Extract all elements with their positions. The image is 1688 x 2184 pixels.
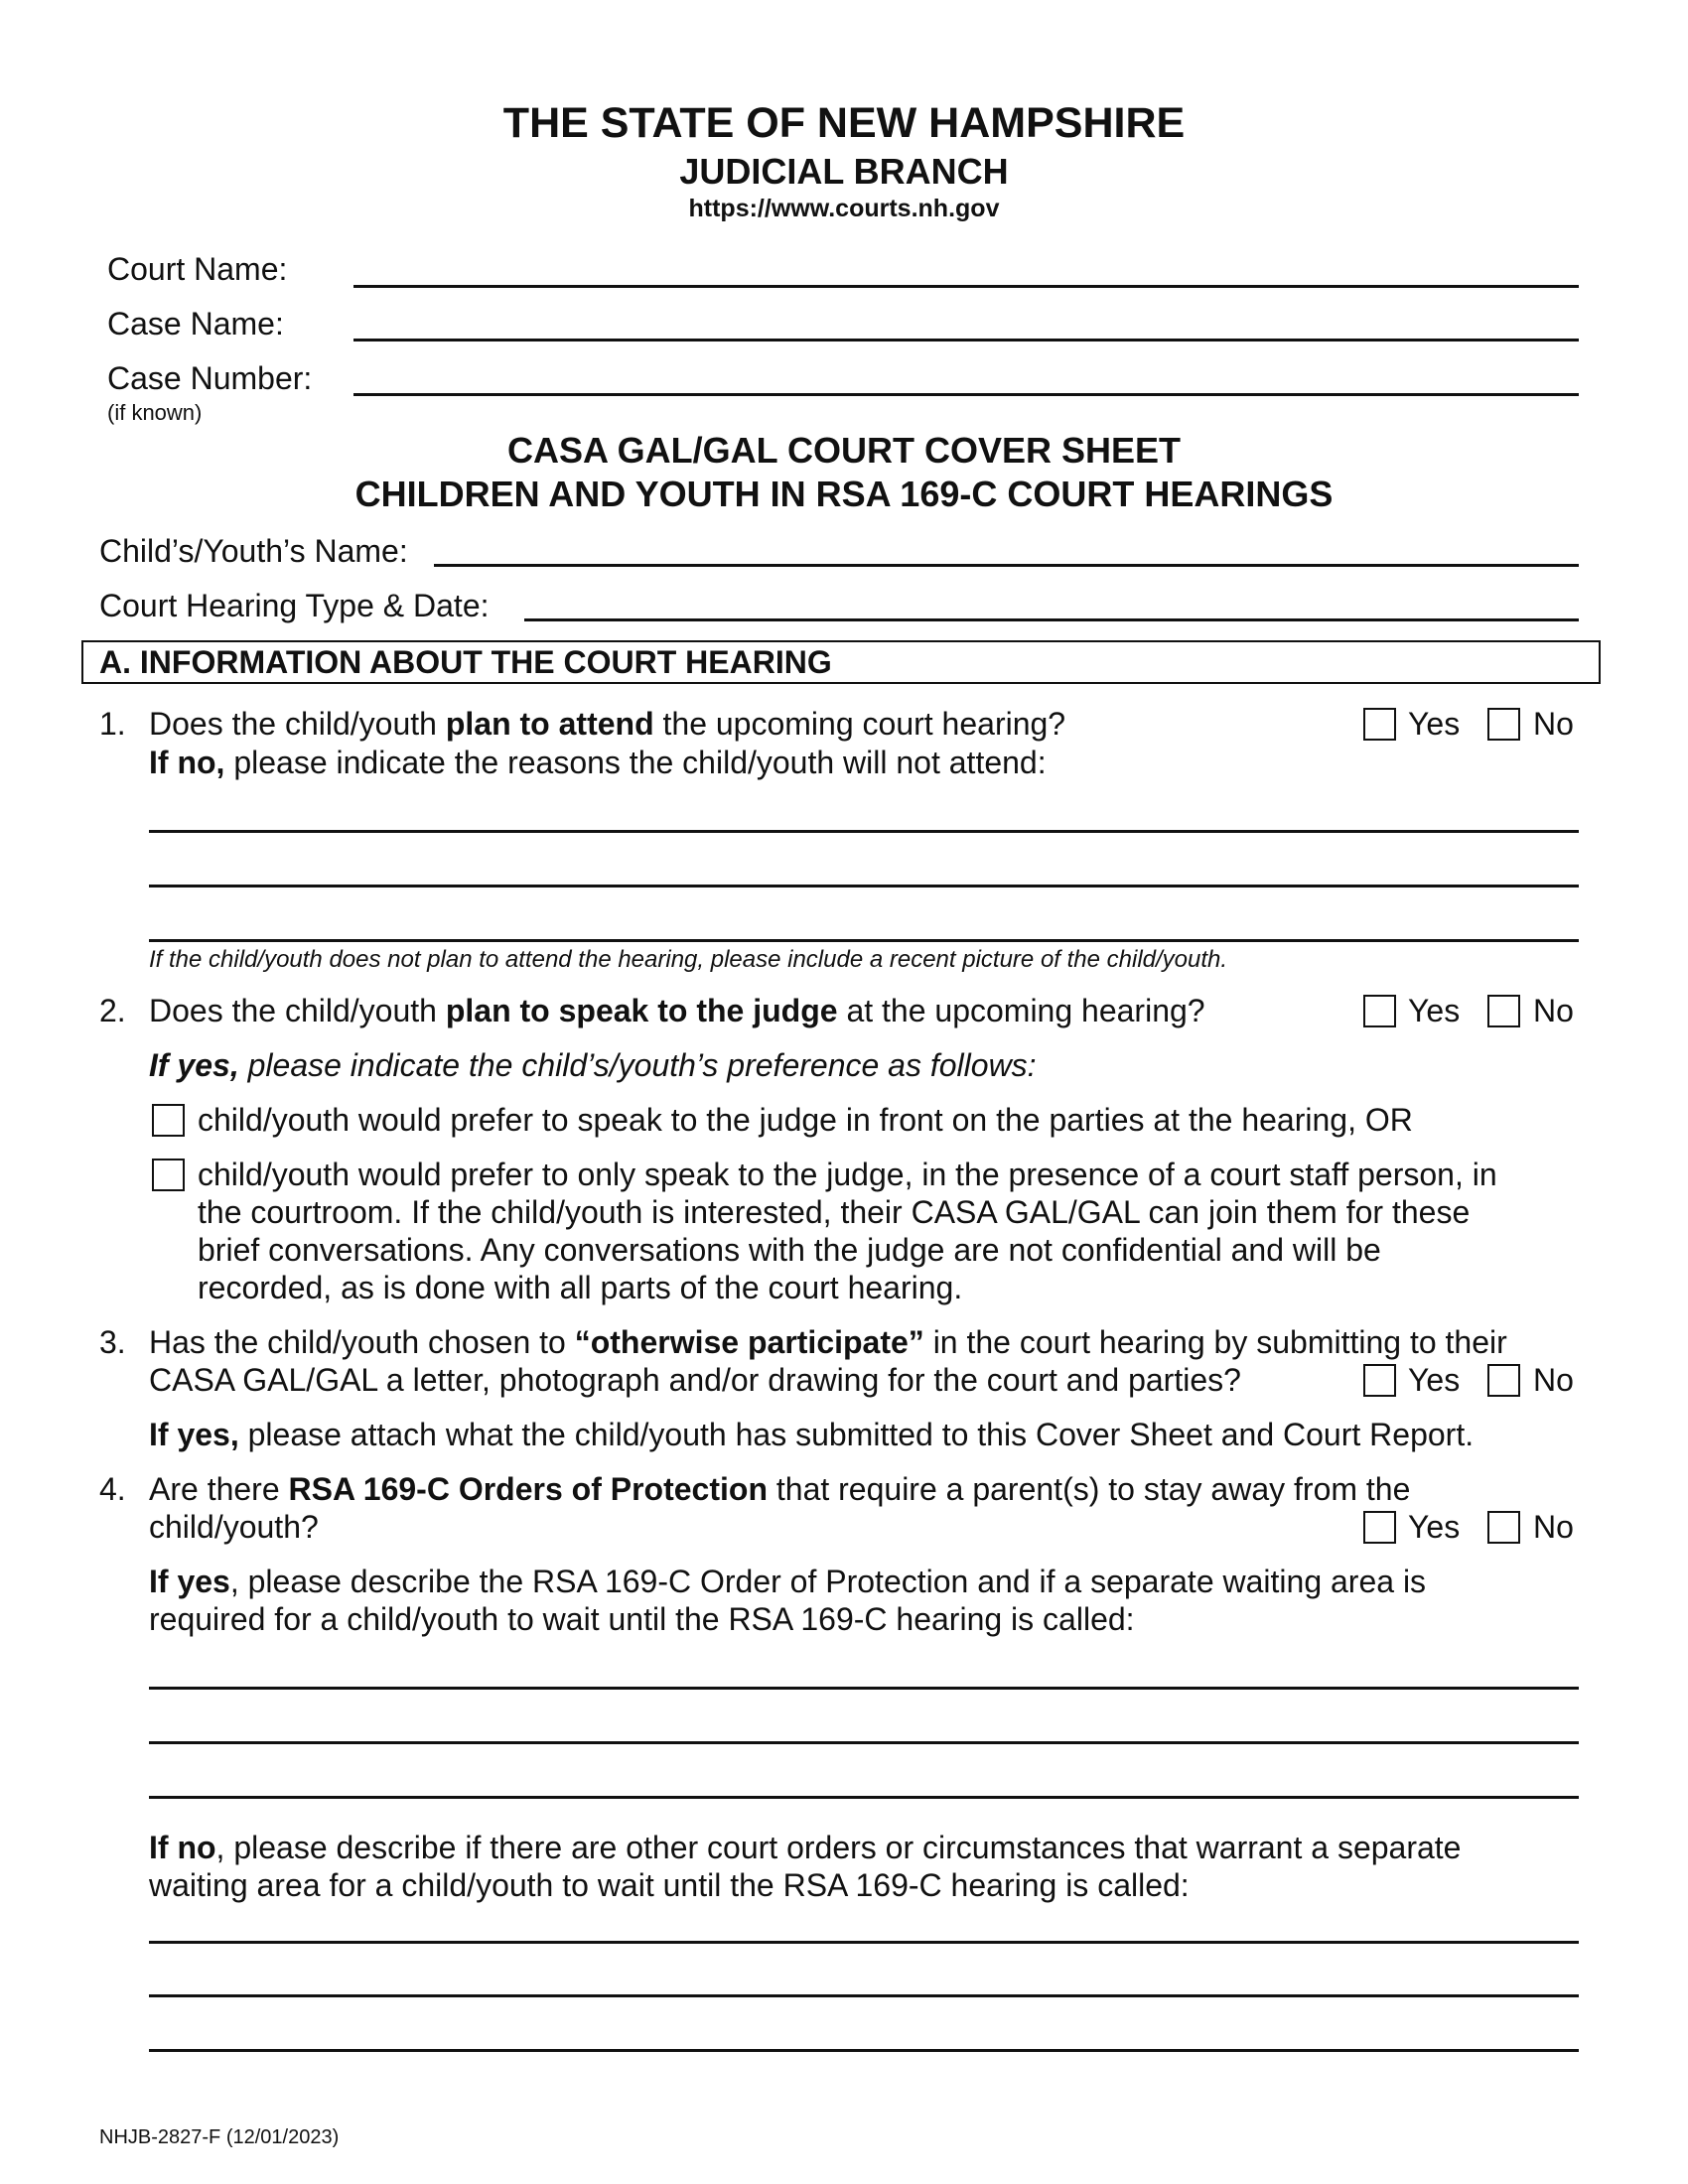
case-number-label: Case Number:: [107, 360, 313, 396]
q1-reason-line[interactable]: [149, 885, 1579, 887]
child-name-field[interactable]: [434, 564, 1579, 567]
q1-if-no: If no, please indicate the reasons the child/youth will not attend:: [149, 745, 1047, 780]
q4-number: 4.: [99, 1471, 126, 1507]
q3-if-yes: If yes, please attach what the child/youth has submitted to this Cover Sheet and Court Report.: [149, 1417, 1475, 1452]
hearing-type-label: Court Hearing Type & Date:: [99, 588, 490, 623]
q2-yes-checkbox[interactable]: [1363, 995, 1396, 1027]
q2-option2-checkbox[interactable]: [152, 1159, 185, 1191]
q1-number: 1.: [99, 706, 126, 742]
court-name-field[interactable]: [353, 285, 1579, 288]
q4-no-response-line[interactable]: [149, 2049, 1579, 2052]
q4-if-yes-line2: required for a child/youth to wait until the RSA 169-C hearing is called:: [149, 1601, 1135, 1637]
q4-no-response-line[interactable]: [149, 1994, 1579, 1997]
q4-yes-response-line[interactable]: [149, 1687, 1579, 1690]
q2-option1-text: child/youth would prefer to speak to the judge in front on the parties at the hearing, OR: [198, 1102, 1413, 1138]
q2-no-label: No: [1533, 993, 1574, 1028]
q3-no-checkbox[interactable]: [1487, 1364, 1520, 1397]
q3-no-label: No: [1533, 1362, 1574, 1398]
q2-no-checkbox[interactable]: [1487, 995, 1520, 1027]
q4-no-checkbox[interactable]: [1487, 1511, 1520, 1544]
q3-text-line2: CASA GAL/GAL a letter, photograph and/or drawing for the court and parties?: [149, 1362, 1241, 1398]
q2-if-yes: If yes, please indicate the child’s/youth’s preference as follows:: [149, 1047, 1037, 1083]
q3-yes-label: Yes: [1408, 1362, 1461, 1398]
form-title-line2: CHILDREN AND YOUTH IN RSA 169-C COURT HEARINGS: [354, 474, 1334, 514]
q4-text-line2: child/youth?: [149, 1509, 319, 1545]
if-known-note: (if known): [107, 400, 203, 425]
q1-yes-label: Yes: [1408, 706, 1461, 742]
branch-title: JUDICIAL BRANCH: [679, 151, 1009, 192]
q4-yes-response-line[interactable]: [149, 1796, 1579, 1799]
q4-no-response-line[interactable]: [149, 1941, 1579, 1944]
q2-option1-checkbox[interactable]: [152, 1104, 185, 1137]
q2-option2-line4: recorded, as is done with all parts of the court hearing.: [198, 1270, 963, 1305]
q1-reason-line[interactable]: [149, 830, 1579, 833]
child-name-label: Child’s/Youth’s Name:: [99, 533, 408, 569]
case-name-label: Case Name:: [107, 306, 284, 341]
q1-no-checkbox[interactable]: [1487, 708, 1520, 741]
form-number: NHJB-2827-F (12/01/2023): [99, 2126, 340, 2148]
q4-yes-response-line[interactable]: [149, 1741, 1579, 1744]
q3-text-line1: Has the child/youth chosen to “otherwise participate” in the court hearing by submitting to their: [149, 1324, 1507, 1360]
case-number-field[interactable]: [353, 393, 1579, 396]
q4-if-no-line1: If no, please describe if there are other court orders or circumstances that warrant a separate: [149, 1830, 1462, 1865]
q4-yes-label: Yes: [1408, 1509, 1461, 1545]
q1-picture-note: If the child/youth does not plan to attend the hearing, please include a recent picture of the child/youth.: [149, 946, 1228, 973]
case-name-field[interactable]: [353, 339, 1579, 341]
court-url: https://www.courts.nh.gov: [688, 195, 1000, 222]
court-name-label: Court Name:: [107, 251, 288, 287]
q3-number: 3.: [99, 1324, 126, 1360]
q1-no-label: No: [1533, 706, 1574, 742]
q4-yes-checkbox[interactable]: [1363, 1511, 1396, 1544]
q2-option2-line1: child/youth would prefer to only speak to the judge, in the presence of a court staff person, in: [198, 1157, 1497, 1192]
hearing-type-field[interactable]: [524, 618, 1579, 621]
q4-if-yes-line1: If yes, please describe the RSA 169-C Order of Protection and if a separate waiting area is: [149, 1564, 1427, 1599]
q2-option2-line3: brief conversations. Any conversations with the judge are not confidential and will be: [198, 1232, 1381, 1268]
q4-text-line1: Are there RSA 169-C Orders of Protection that require a parent(s) to stay away from the: [149, 1471, 1411, 1507]
q2-yes-label: Yes: [1408, 993, 1461, 1028]
q3-yes-checkbox[interactable]: [1363, 1364, 1396, 1397]
q4-if-no-line2: waiting area for a child/youth to wait until the RSA 169-C hearing is called:: [149, 1867, 1190, 1903]
q4-no-label: No: [1533, 1509, 1574, 1545]
q1-reason-line[interactable]: [149, 939, 1579, 942]
q2-number: 2.: [99, 993, 126, 1028]
q2-text: Does the child/youth plan to speak to the judge at the upcoming hearing?: [149, 993, 1205, 1028]
state-title: THE STATE OF NEW HAMPSHIRE: [502, 99, 1186, 147]
section-a-header: A. INFORMATION ABOUT THE COURT HEARING: [81, 640, 1601, 684]
q2-option2-line2: the courtroom. If the child/youth is interested, their CASA GAL/GAL can join them for these: [198, 1194, 1471, 1230]
form-title-line1: CASA GAL/GAL COURT COVER SHEET: [506, 430, 1182, 471]
q1-yes-checkbox[interactable]: [1363, 708, 1396, 741]
q1-text: Does the child/youth plan to attend the upcoming court hearing?: [149, 706, 1066, 742]
